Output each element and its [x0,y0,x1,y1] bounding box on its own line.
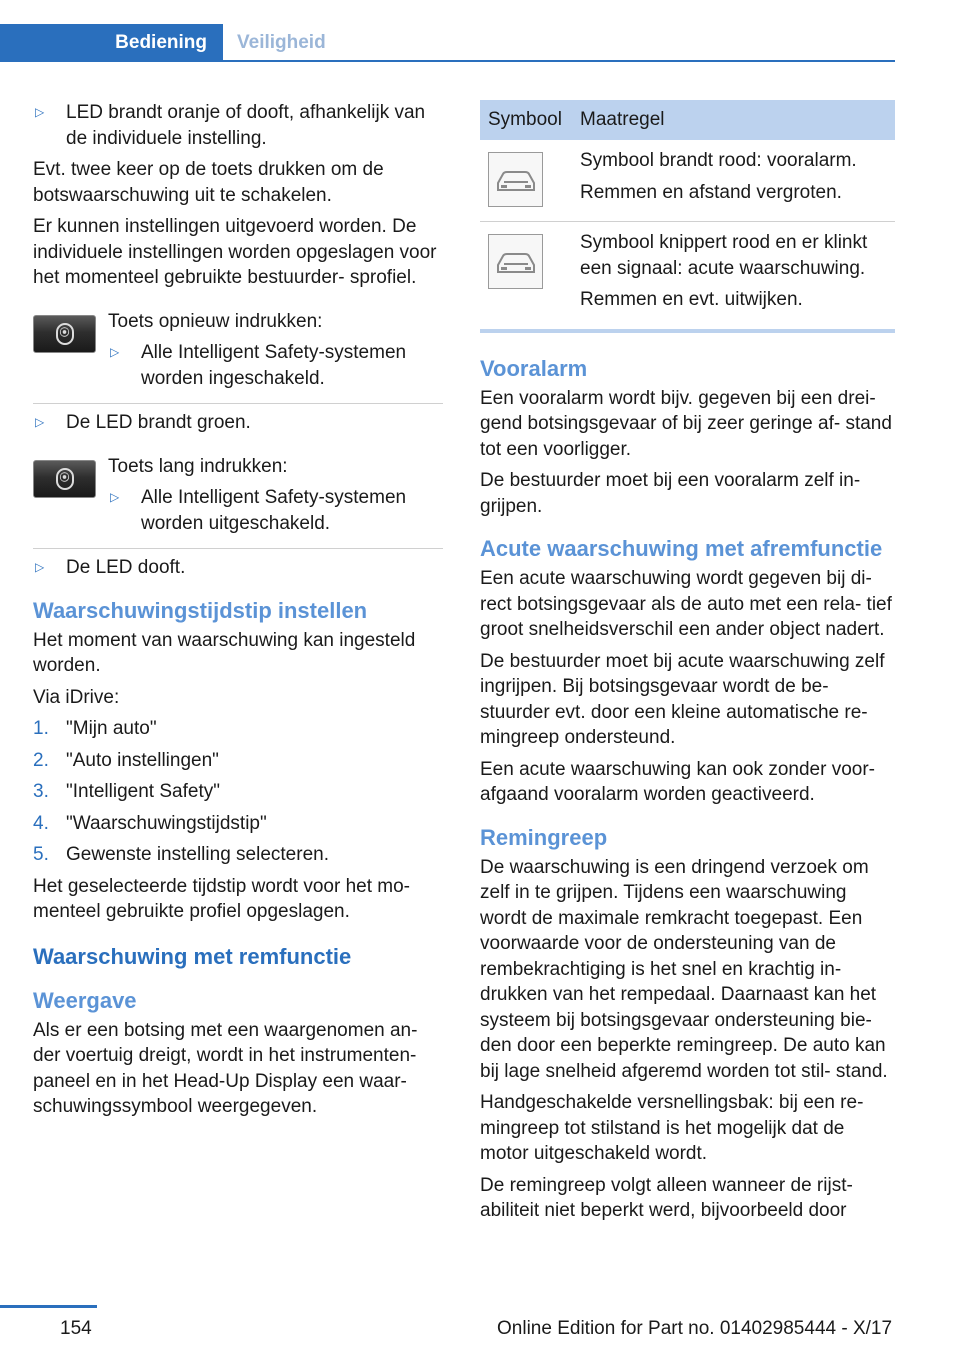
car-warning-icon [488,234,543,289]
bullet-text: LED brandt oranje of dooft, afhankelijk van de individuele instelling. [66,102,426,149]
button-figure [33,309,443,398]
left-column [33,100,443,1126]
subsection-heading: Weergave [33,987,137,1013]
paragraph: Het geselecteerde tijdstip wordt voor het mo- menteel gebruikte profiel opgeslagen. [33,875,411,922]
safety-button-image [33,460,96,498]
step-item [33,811,443,837]
table-header-symbol: Symbool [480,100,572,140]
table-cell-text: Remmen en evt. uitwijken. [580,289,803,310]
table-header-action: Maatregel [572,100,895,140]
subsection-heading: Vooralarm [480,355,588,381]
edition-note: Online Edition for Part no. 01402985444 - X/17 [497,1318,893,1339]
step-item [33,779,443,805]
car-warning-icon [488,152,543,207]
bullet-text: Alle Intelligent Safety-systemen worden ingeschakeld. [141,342,407,389]
button-figure [33,454,443,543]
triangle-bullet-icon: ▷ [110,490,120,504]
list-item [33,100,443,151]
paragraph: Er kunnen instellingen uitgevoerd worden. De individuele instellingen worden opgeslagen voor het momenteel gebruikte bestuurder- sprofiel. [33,216,437,288]
paragraph: Een acute waarschuwing kan ook zonder voor- afgaand vooralarm worden geactiveerd. [480,758,876,805]
triangle-bullet-icon: ▷ [110,345,120,359]
step-text: "Intelligent Safety" [66,781,220,802]
step-number: 1. [33,718,49,739]
table-row [480,140,895,222]
table-row [480,222,895,331]
bullet-text: De LED dooft. [66,557,186,578]
subsection-heading: Remingreep [480,824,608,850]
symbol-table [480,100,895,333]
paragraph: Een acute waarschuwing wordt gegeven bij di- rect botsingsgevaar als de auto met een rela- tief groot snelheidsverschil een ander object nadert. [480,568,892,640]
step-text: "Auto instellingen" [66,749,219,771]
step-number: 3. [33,781,49,802]
footer-rule [0,1305,97,1308]
chapter-tabs [0,0,895,62]
figure-caption: Toets lang indrukken: [108,455,288,477]
list-item [33,555,443,581]
divider [33,548,443,549]
paragraph: Evt. twee keer op de toets drukken om de botswaarschuwing uit te schakelen. [33,159,384,206]
paragraph: Een vooralarm wordt bijv. gegeven bij een drei- gend botsingsgevaar of bij zeer geringe af- stand tot een voorligger. [480,387,892,460]
step-item [33,842,443,868]
paragraph: De remingreep volgt alleen wanneer de rijst- abiliteit niet beperkt werd, bijvoorbeeld door [480,1174,853,1221]
intelligent-safety-icon: ⦿ [56,468,74,490]
paragraph: Als er een botsing met een waargenomen an- der voertuig dreigt, wordt in het instrumenten- paneel en in het Head-Up Display een waar- schuwingssymbool weergegeven. [33,1019,418,1117]
triangle-bullet-icon: ▷ [35,105,45,119]
subsection-heading: Acute waarschuwing met afremfunctie [480,536,883,561]
paragraph: Het moment van waarschuwing kan ingesteld worden. [33,629,416,676]
triangle-bullet-icon: ▷ [35,415,45,429]
header-rule [0,60,895,62]
table-cell-text: Symbool brandt rood: vooralarm. [580,150,857,171]
step-text: "Mijn auto" [66,718,157,739]
page-number: 154 [60,1318,92,1339]
step-number: 5. [33,844,49,865]
step-item [33,716,443,742]
intelligent-safety-icon: ⦿ [56,323,74,345]
bullet-text: De LED brandt groen. [66,412,251,433]
paragraph: De bestuurder moet bij een vooralarm zelf in- grijpen. [480,470,861,517]
list-item [108,340,443,391]
tab-bediening[interactable]: Bediening [0,24,223,62]
step-number: 2. [33,749,49,771]
step-text: Gewenste instelling selecteren. [66,844,329,865]
paragraph: De bestuurder moet bij acute waarschuwing zelf ingrijpen. Bij botsingsgevaar wordt de be- stuurder evt. door een kleine automatische re- mingreep ondersteund. [480,650,885,748]
step-text: "Waarschuwingstijdstip" [66,812,267,834]
numbered-steps [33,716,443,868]
right-column [480,100,895,1230]
tab-veiligheid[interactable]: Veiligheid [237,32,326,53]
triangle-bullet-icon: ▷ [35,560,45,574]
paragraph: Via iDrive: [33,686,120,708]
paragraph: De waarschuwing is een dringend verzoek om zelf in te grijpen. Tijdens een waarschuwing wordt de maximale remkracht toegepast. Een voorwaarde voor de ondersteuning van de rembekrachtiging is het snel en krachtig in- drukken van het rempedaal. Daarnaast kan het systeem bij botsingsgevaar ondersteuning bie- den door een beperkte remingreep. De auto kan bij lage snelheid afgeremd worden tot stil- stand. [480,856,888,1082]
paragraph: Handgeschakelde versnellingsbak: bij een re- mingreep tot stilstand is het mogelijk dat de motor uitgeschakeld wordt. [480,1092,864,1164]
step-number: 4. [33,812,49,834]
list-item [108,485,443,536]
table-cell-text: Remmen en afstand vergroten. [580,181,842,203]
step-item [33,748,443,774]
bullet-text: Alle Intelligent Safety-systemen worden uitgeschakeld. [141,487,407,534]
safety-button-image [33,315,96,353]
list-item [33,410,443,436]
divider [33,403,443,404]
section-heading: Waarschuwingstijdstip instellen [33,597,368,623]
figure-caption: Toets opnieuw indrukken: [108,310,323,332]
section-heading: Waarschuwing met remfunctie [33,943,352,969]
table-cell-text: Symbool knippert rood en er klinkt een signaal: acute waarschuwing. [580,232,868,279]
